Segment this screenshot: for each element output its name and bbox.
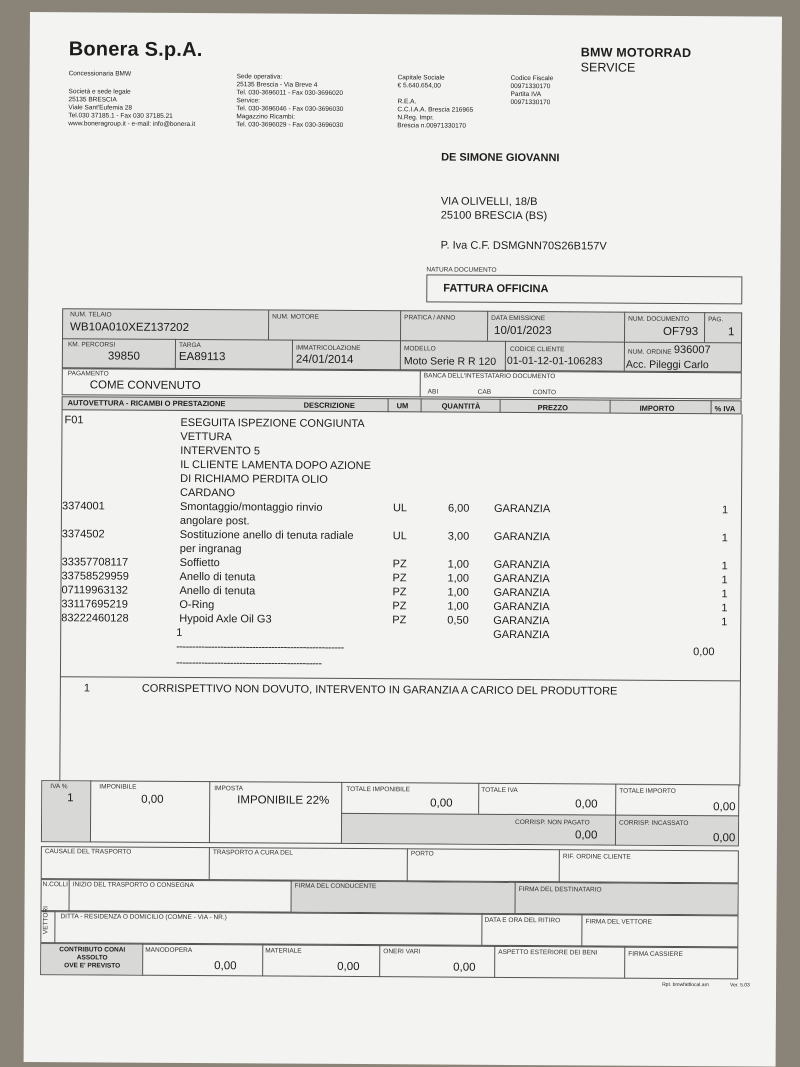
imponibile-value: 0,00 — [141, 793, 164, 806]
separator-dashes: ----------------------------------------------------- — [176, 640, 344, 654]
item-prezzo: GARANZIA — [493, 502, 551, 516]
legal-address — [68, 88, 195, 129]
address-line: Brescia n.00971330170 — [397, 122, 467, 130]
address-line: C.C.I.A.A. Brescia 216965 — [397, 106, 474, 114]
num-ordine-value: 936007 — [673, 343, 711, 357]
modello-value: Moto Serie R R 120 — [403, 355, 497, 368]
porto-label: PORTO — [410, 850, 434, 858]
item-prezzo: GARANZIA — [493, 558, 550, 572]
item-um: PZ — [392, 614, 407, 627]
sede-operativa — [236, 73, 343, 130]
item-desc: Smontaggio/montaggio rinvio — [179, 500, 323, 514]
brand-subtitle: SERVICE — [580, 60, 636, 75]
totale-importo-value: 0,00 — [713, 801, 736, 814]
company-logo: Bonera S.p.A. — [68, 38, 203, 62]
item-qty: 1,00 — [447, 558, 470, 571]
invoice-sheet — [24, 12, 782, 1067]
address-line: 25135 Brescia - Via Breve 4 — [236, 81, 318, 89]
item-um: PZ — [392, 558, 407, 571]
item-prezzo: GARANZIA — [493, 600, 550, 614]
item-qty: 6,00 — [447, 502, 470, 515]
totale-iva-value: 0,00 — [575, 798, 598, 811]
item-code: 33357708117 — [61, 556, 129, 569]
address-line: R.E.A. — [397, 98, 417, 106]
totale-iva-label: TOTALE IVA — [481, 786, 518, 794]
telaio-value: WB10A010XEZ137202 — [70, 321, 190, 334]
item-qty: 1,00 — [447, 572, 470, 585]
address-line: € 5.640.654,00 — [397, 82, 441, 90]
address-line: Partita IVA — [510, 90, 542, 99]
iva-value: 1 — [67, 792, 74, 805]
item-desc: Soffietto — [179, 556, 220, 570]
conducente-label: FIRMA DEL CONDUCENTE — [294, 882, 377, 891]
accettatore: Acc. Pileggi Carlo — [625, 358, 709, 372]
col-header-descrizione: DESCRIZIONE — [303, 400, 355, 410]
col-header-ricambi: AUTOVETTURA - RICAMBI O PRESTAZIONE — [67, 398, 226, 409]
km-value: 39850 — [107, 350, 140, 363]
rif-ordine-label: RIF. ORDINE CLIENTE — [562, 853, 631, 861]
item-desc-cont: angolare post. — [179, 514, 250, 528]
materiale-label: MATERIALE — [265, 947, 302, 955]
pratica-label: PRATICA / ANNO — [404, 314, 456, 322]
address-line: Codice Fiscale — [510, 74, 554, 83]
imposta-value: IMPONIBILE 22% — [237, 794, 330, 807]
banca-label: BANCA DELL'INTESTATARIO DOCUMENTO — [423, 372, 556, 381]
item-code: 33117695219 — [61, 598, 128, 611]
item-desc: Anello di tenuta — [179, 570, 256, 584]
address-line: OVE E' PREVISTO — [64, 962, 121, 970]
immatricolazione-label: IMMATRICOLAZIONE — [295, 344, 361, 353]
modello-label: MODELLO — [403, 345, 436, 353]
text-line-desc: VETTURA — [180, 430, 232, 444]
separator-dashes: ---------------------------------------------- — [175, 656, 322, 670]
item-desc: O-Ring — [179, 598, 215, 612]
motore-label: NUM. MOTORE — [272, 313, 319, 321]
address-line: Tel. 030-3696046 - Fax 030-3696030 — [236, 105, 344, 113]
item-code: 33758529959 — [61, 570, 129, 583]
pagamento-value: COME CONVENUTO — [89, 379, 201, 393]
item-prezzo: GARANZIA — [493, 614, 550, 628]
num-documento-value: OF793 — [663, 325, 699, 339]
item-iva: 1 — [721, 616, 728, 629]
totale-imponibile-value: 0,00 — [430, 797, 453, 810]
address-line: Service: — [236, 97, 260, 105]
item-code: 83222460128 — [61, 612, 129, 625]
item-um: UL — [392, 530, 407, 543]
text-line-desc: DI RICHIAMO PERDITA OLIO — [180, 472, 328, 486]
extra-prezzo: GARANZIA — [493, 628, 550, 642]
telaio-label: NUM. TELAIO — [70, 311, 112, 319]
text-line-desc: ESEGUITA ISPEZIONE CONGIUNTA — [180, 416, 365, 431]
immatricolazione-value: 24/01/2014 — [295, 353, 354, 366]
company-subtitle: Concessionaria BMW — [68, 70, 132, 78]
ditta-label: DITTA - RESIDENZA O DOMICILIO (COMNE - VIA - NR.) — [60, 913, 227, 922]
doc-type-value: FATTURA OFFICINA — [443, 282, 549, 296]
item-um: UL — [392, 502, 408, 515]
address-line: 25135 BRESCIA — [68, 96, 117, 104]
transport-row — [41, 846, 739, 883]
address-line: Capitale Sociale — [397, 74, 445, 82]
address-line: 00971330170 — [510, 82, 551, 91]
item-desc: Anello di tenuta — [179, 584, 256, 598]
item-code: 3374001 — [61, 500, 105, 513]
item-iva: 1 — [721, 588, 728, 601]
item-iva: 1 — [721, 504, 729, 517]
cassiere-label: FIRMA CASSIERE — [628, 950, 683, 959]
data-emissione-label: DATA EMISSIONE — [491, 314, 546, 323]
iva-label: IVA % — [50, 783, 68, 791]
customer-city: 25100 BRESCIA (BS) — [440, 209, 548, 223]
totale-imponibile-label: TOTALE IMPONIBILE — [346, 785, 410, 794]
cura-label: TRASPORTO A CURA DEL — [212, 849, 293, 857]
codice-cliente-label: CODICE CLIENTE — [509, 345, 565, 354]
item-um: PZ — [392, 600, 407, 613]
address-line: N.Reg. Impr. — [397, 114, 434, 122]
item-um: PZ — [392, 572, 407, 585]
item-code: 07119963132 — [61, 584, 128, 597]
imposta-label: IMPOSTA — [214, 785, 244, 793]
col-header-importo: IMPORTO — [639, 403, 675, 413]
col-header-quantita: QUANTITÀ — [441, 401, 481, 411]
item-prezzo: GARANZIA — [493, 586, 550, 600]
non-pagato-value: 0,00 — [574, 829, 598, 842]
item-qty: 1,00 — [447, 586, 469, 599]
doc-type-box — [426, 274, 742, 304]
incassato-label: CORRISP. INCASSATO — [619, 819, 689, 828]
vettore-label: FIRMA DEL VETTORE — [585, 918, 652, 926]
pag-label: PAG. — [708, 316, 724, 324]
pag-value: 1 — [728, 326, 735, 339]
num-documento-label: NUM. DOCUMENTO — [628, 315, 690, 324]
customer-street: VIA OLIVELLI, 18/B — [440, 195, 538, 209]
manodopera-value: 0,00 — [214, 960, 237, 973]
incassato-value: 0,00 — [712, 832, 736, 845]
address-line: Società e sede legale — [68, 88, 131, 96]
brand-title: BMW MOTORRAD — [580, 45, 692, 61]
colli-label: N.COLLI — [42, 881, 68, 889]
materiale-value: 0,00 — [337, 960, 360, 974]
item-qty: 0,50 — [447, 614, 469, 627]
extra-qty: 1 — [176, 626, 183, 639]
oneri-label: ONERI VARI — [383, 948, 421, 956]
item-desc-cont: per ingranag — [179, 542, 242, 556]
col-header-iva: % IVA — [714, 404, 736, 414]
codice-fiscale — [510, 75, 553, 107]
item-prezzo: GARANZIA — [493, 530, 551, 544]
address-line: Sede operativa: — [236, 73, 283, 81]
ritiro-label: DATA E ORA DEL RITIRO — [484, 916, 561, 925]
address-line: Tel.030 37185.1 - Fax 030 37185.21 — [68, 112, 173, 120]
oneri-value: 0,00 — [453, 961, 476, 974]
totale-importo-label: TOTALE IMPORTO — [619, 787, 676, 795]
report-code: Rpt. bmwfattlocal.arn — [662, 981, 710, 989]
targa-value: EA89113 — [178, 350, 226, 364]
subtotal-value: 0,00 — [693, 646, 715, 659]
item-iva: 1 — [721, 560, 728, 573]
vettori-label: VETTORI — [42, 906, 50, 935]
text-line-code: F01 — [64, 414, 84, 427]
conai-note — [48, 946, 136, 971]
address-line: www.boneragroup.it - e-mail: info@bonera.it — [68, 120, 196, 129]
abi-label: ABI — [427, 388, 439, 396]
col-header-prezzo: PREZZO — [537, 403, 569, 413]
warranty-note: CORRISPETTIVO NON DOVUTO, INTERVENTO IN GARANZIA A CARICO DEL PRODUTTORE — [141, 682, 618, 698]
address-line: Magazzino Ricambi: — [236, 113, 295, 121]
item-iva: 1 — [721, 574, 728, 587]
report-version: Ver. 5.03 — [730, 982, 750, 989]
codice-cliente-value: 01-01-12-01-106283 — [506, 354, 603, 368]
address-line: ASSOLTO — [76, 954, 108, 962]
address-line: CONTRIBUTO CONAI — [59, 946, 126, 954]
customer-tax-id: P. Iva C.F. DSMGNN70S26B157V — [440, 239, 607, 253]
item-iva: 1 — [721, 532, 728, 545]
address-line: Tel. 030-3696011 - Fax 030-3696020 — [236, 89, 344, 97]
item-iva: 1 — [721, 602, 728, 615]
address-line: Viale Sant'Eufemia 28 — [68, 104, 133, 112]
address-line: 00971330170 — [510, 98, 551, 107]
targa-label: TARGA — [178, 341, 201, 350]
aspetto-label: ASPETTO ESTERIORE DEI BENI — [498, 948, 598, 957]
pagamento-label: PAGAMENTO — [67, 370, 109, 378]
non-pagato-label: CORRISP. NON PAGATO — [515, 818, 590, 827]
item-code: 3374502 — [61, 528, 105, 541]
data-emissione-value: 10/01/2023 — [494, 324, 552, 338]
conto-label: CONTO — [532, 389, 557, 397]
doc-type-label: NATURA DOCUMENTO — [426, 266, 497, 274]
item-qty: 3,00 — [447, 530, 470, 543]
capitale-sociale — [397, 74, 473, 130]
item-prezzo: GARANZIA — [493, 572, 550, 586]
imponibile-label: IMPONIBILE — [99, 783, 137, 791]
manodopera-label: MANODOPERA — [145, 946, 193, 955]
text-line-desc: CARDANO — [180, 486, 236, 500]
km-label: KM. PERCORSI — [67, 341, 116, 349]
text-line-desc: IL CLIENTE LAMENTA DOPO AZIONE — [180, 458, 371, 473]
item-desc: Sostituzione anello di tenuta radiale — [179, 528, 354, 542]
col-header-um: UM — [396, 401, 409, 411]
inizio-label: INIZIO DEL TRASPORTO O CONSEGNA — [72, 881, 194, 890]
num-ordine-label: NUM. ORDINE — [627, 348, 672, 356]
text-line-desc: INTERVENTO 5 — [180, 444, 261, 458]
note-number: 1 — [83, 682, 91, 695]
item-desc: Hypoid Axle Oil G3 — [179, 612, 272, 626]
causale-label: CAUSALE DEL TRASPORTO — [44, 848, 132, 856]
item-um: PZ — [392, 586, 407, 599]
destinatario-label: FIRMA DEL DESTINATARIO — [518, 886, 602, 894]
customer-name: DE SIMONE GIOVANNI — [441, 151, 560, 165]
item-qty: 1,00 — [447, 600, 469, 613]
address-line: Tel. 030-3696029 - Fax 030-3696030 — [236, 121, 344, 129]
cab-label: CAB — [477, 388, 492, 396]
